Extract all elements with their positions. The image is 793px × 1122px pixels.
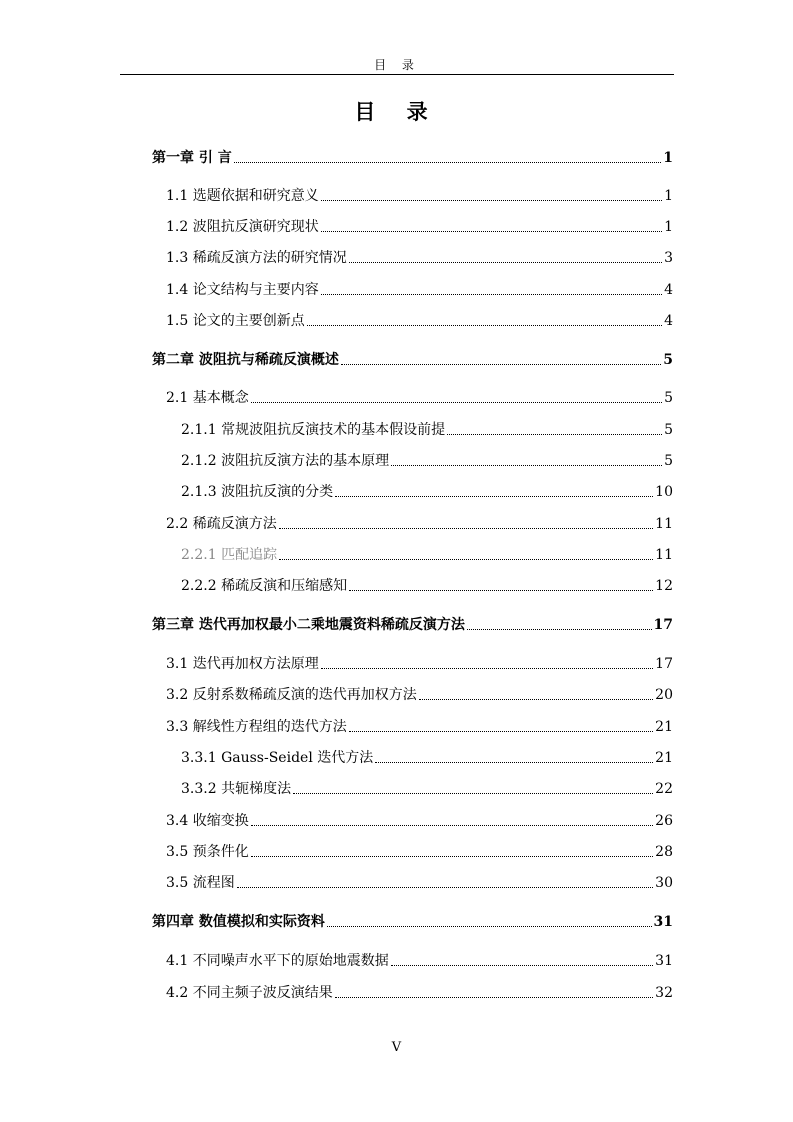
toc-entry-label: 2.2 稀疏反演方法 [166,516,277,532]
toc-entry-label: 3.3.1 Gauss-Seidel 迭代方法 [181,750,374,766]
toc-entry-label: 4.1 不同噪声水平下的原始地震数据 [166,953,389,969]
toc-entry[interactable] [166,983,673,1003]
toc-entry-label: 3.5 预条件化 [166,844,249,860]
toc-entry-label: 第一章 引 言 [152,150,232,166]
toc-entry[interactable] [181,545,673,565]
toc-entry[interactable] [166,685,673,705]
toc-entry-label: 2.1.1 常规波阻抗反演技术的基本假设前提 [181,422,446,438]
page-number: V [391,1040,402,1055]
toc-entry-page: 32 [655,985,673,1001]
toc-entry[interactable] [166,842,673,862]
leader-dots [447,434,662,435]
leader-dots [234,162,662,163]
toc-entry[interactable] [181,482,673,502]
toc-entry-page: 12 [655,578,673,594]
toc-entry-label: 2.1.2 波阻抗反演方法的基本原理 [181,453,390,469]
leader-dots [335,496,653,497]
toc-entry[interactable] [166,311,673,331]
toc-entry-page: 5 [663,352,673,368]
toc-entry-label: 3.3 解线性方程组的迭代方法 [166,719,347,735]
toc-entry[interactable] [152,912,673,932]
leader-dots [251,856,653,857]
toc-entry-page: 26 [655,813,673,829]
toc-entry-page: 28 [655,844,673,860]
toc-entry-label: 1.1 选题依据和研究意义 [166,188,319,204]
toc-entry-page: 17 [655,656,673,672]
toc-entry[interactable] [166,811,673,831]
toc-entry-page: 3 [664,250,673,266]
toc-entry-page: 20 [655,687,673,703]
running-header: 目 录 [374,58,420,72]
leader-dots [321,200,662,201]
toc-entry[interactable] [152,350,673,370]
toc-entry-page: 11 [655,516,673,532]
toc-entry[interactable] [152,148,673,168]
toc-entry-label: 1.5 论文的主要创新点 [166,313,305,329]
toc-entry-label: 第二章 波阻抗与稀疏反演概述 [152,352,339,368]
leader-dots [237,887,653,888]
toc-entry-label: 4.2 不同主频子波反演结果 [166,985,333,1001]
toc-entry-page: 30 [655,875,673,891]
toc-entry-label: 3.3.2 共轭梯度法 [181,781,292,797]
toc-entry-label: 2.2.2 稀疏反演和压缩感知 [181,578,348,594]
leader-dots [335,997,653,998]
toc-entry-page: 31 [653,914,673,930]
toc-entry-label: 1.3 稀疏反演方法的研究情况 [166,250,347,266]
toc-entry-label: 2.1.3 波阻抗反演的分类 [181,484,334,500]
leader-dots [327,926,652,927]
toc-entry-label: 第四章 数值模拟和实际资料 [152,914,325,930]
leader-dots [251,402,662,403]
leader-dots [375,762,653,763]
leader-dots [251,825,653,826]
leader-dots [391,965,653,966]
leader-dots [321,231,662,232]
toc-entry-page: 4 [664,313,673,329]
toc-entry-page: 22 [655,781,673,797]
toc-entry-page: 17 [653,617,673,633]
toc-entry-page: 21 [655,750,673,766]
leader-dots [391,465,662,466]
toc-entry-page: 10 [655,484,673,500]
toc-entry-label: 3.1 迭代再加权方法原理 [166,656,319,672]
toc-entry[interactable] [166,951,673,971]
toc-entry[interactable] [166,717,673,737]
toc-entry-label: 3.5 流程图 [166,875,235,891]
toc-entry-page: 11 [655,547,673,563]
leader-dots [349,590,653,591]
toc-entry[interactable] [166,186,673,206]
leader-dots [341,364,661,365]
toc-entry-page: 4 [664,282,673,298]
toc-entry[interactable] [166,873,673,893]
toc-entry[interactable] [181,748,673,768]
toc-entry[interactable] [166,280,673,300]
toc-entry-page: 1 [664,219,673,235]
toc-entry-label: 第三章 迭代再加权最小二乘地震资料稀疏反演方法 [152,617,465,633]
toc-entry[interactable] [181,576,673,596]
leader-dots [293,793,653,794]
leader-dots [467,629,652,630]
toc-entry-label: 1.4 论文结构与主要内容 [166,282,319,298]
toc-entry-page: 31 [655,953,673,969]
toc-entry-page: 5 [664,390,673,406]
toc-entry[interactable] [166,654,673,674]
toc-entry[interactable] [166,248,673,268]
toc-entry[interactable] [181,420,673,440]
toc-entry-label: 3.4 收缩变换 [166,813,249,829]
leader-dots [307,325,662,326]
toc-entry-page: 1 [663,150,673,166]
toc-entry-label: 1.2 波阻抗反演研究现状 [166,219,319,235]
leader-dots [321,668,653,669]
toc-entry-page: 21 [655,719,673,735]
leader-dots [419,699,653,700]
toc-entry-label: 2.1 基本概念 [166,390,249,406]
toc-entry[interactable] [166,217,673,237]
toc-entry-page: 5 [664,422,673,438]
toc-entry[interactable] [181,779,673,799]
leader-dots [349,731,653,732]
toc-entry[interactable] [166,514,673,534]
toc-entry-label: 2.2.1 匹配追踪 [181,547,278,563]
toc-entry[interactable] [152,615,673,635]
toc-entry-label: 3.2 反射系数稀疏反演的迭代再加权方法 [166,687,417,703]
leader-dots [349,262,662,263]
leader-dots [321,294,662,295]
leader-dots [279,559,653,560]
toc-title: 目 录 [354,99,440,124]
toc-entry-page: 5 [664,453,673,469]
leader-dots [279,528,653,529]
toc-entry[interactable] [166,388,673,408]
toc-entry-page: 1 [664,188,673,204]
toc-entry[interactable] [181,451,673,471]
